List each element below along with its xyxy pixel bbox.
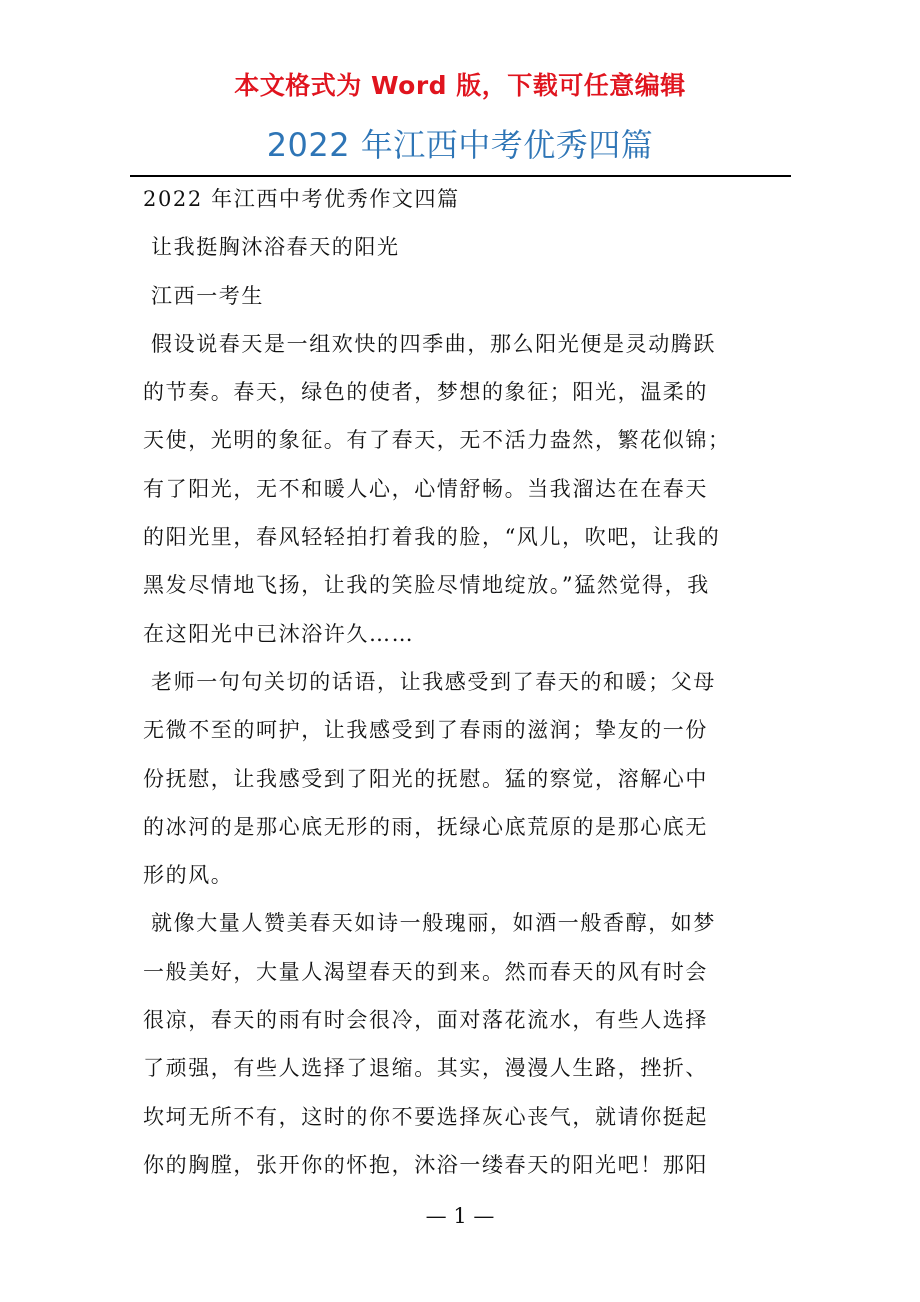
text-line: 形的风。: [143, 863, 234, 888]
text-line: 黑发尽情地飞扬，让我的笑脸尽情地绽放。”猛然觉得，我: [143, 573, 710, 598]
document-body: [143, 175, 777, 1189]
text-line: 天使，光明的象征。有了春天，无不活力盎然，繁花似锦；: [143, 428, 731, 453]
text-line: 在这阳光中已沐浴许久……: [143, 621, 415, 646]
text-line: 份抚慰，让我感受到了阳光的抚慰。猛的察觉，溶解心中: [143, 766, 708, 791]
text-line: 有了阳光，无不和暖人心，心情舒畅。当我溜达在在春天: [143, 476, 708, 501]
text-line: 的阳光里，春风轻轻拍打着我的脸，“风儿，吹吧，让我的: [143, 525, 721, 550]
page-number: — 1 —: [425, 1204, 495, 1228]
text-line: 你的胸膛，张开你的怀抱，沐浴一缕春天的阳光吧！那阳: [143, 1152, 708, 1177]
text-line: 就像大量人赞美春天如诗一般瑰丽，如酒一般香醇，如梦: [151, 911, 716, 936]
text-line: 的节奏。春天，绿色的使者，梦想的象征；阳光，温柔的: [143, 380, 708, 405]
text-line: 2022 年江西中考优秀作文四篇: [143, 187, 460, 211]
text-line: 无微不至的呵护，让我感受到了春雨的滋润；挚友的一份: [143, 718, 708, 743]
page-title: 2022 年江西中考优秀四篇: [266, 126, 654, 164]
text-line: 一般美好，大量人渴望春天的到来。然而春天的风有时会: [143, 959, 708, 984]
text-line: 假设说春天是一组欢快的四季曲，那么阳光便是灵动腾跃: [151, 331, 716, 356]
text-line: 很凉，春天的雨有时会很冷，面对落花流水，有些人选择: [143, 1008, 708, 1033]
text-line: 坎坷无所不有，这时的你不要选择灰心丧气，就请你挺起: [143, 1104, 708, 1129]
text-line: 老师一句句关切的话语，让我感受到了春天的和暖；父母: [151, 669, 716, 694]
text-line: 了顽强，有些人选择了退缩。其实，漫漫人生路，挫折、: [143, 1056, 708, 1081]
text-line: 江西一考生: [151, 283, 264, 308]
text-line: 让我挺胸沐浴春天的阳光: [151, 235, 400, 260]
format-notice: 本文格式为 Word 版，下载可任意编辑: [234, 71, 686, 100]
text-line: 的冰河的是那心底无形的雨，抚绿心底荒原的是那心底无: [143, 814, 708, 839]
